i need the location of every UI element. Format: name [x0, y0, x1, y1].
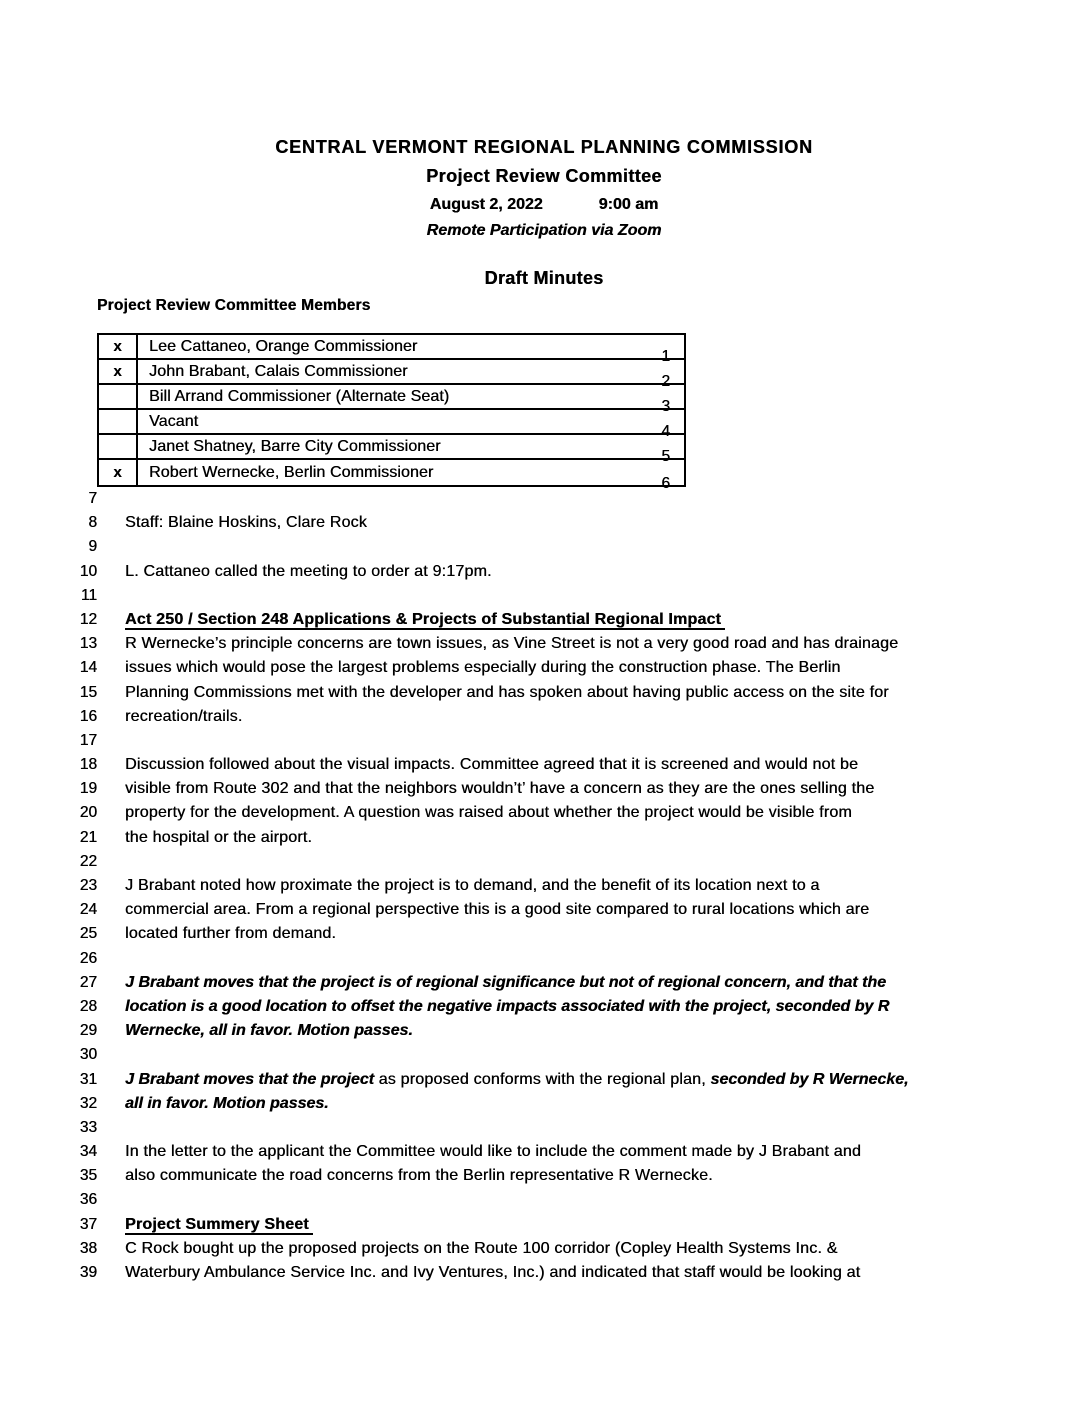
minutes-line: [0, 729, 1088, 753]
members-heading: Project Review Committee Members: [97, 297, 371, 314]
line-number: 16: [79, 707, 97, 725]
line-text: [125, 1261, 860, 1285]
line-number: 26: [79, 949, 97, 967]
text-segment: as proposed conforms with the regional plan,: [373, 1070, 711, 1088]
text-segment: also communicate the road concerns from the Berlin representative R Wernecke.: [125, 1167, 713, 1185]
line-text: [125, 608, 725, 632]
line-number: 2: [661, 372, 670, 390]
line-number: 19: [79, 780, 97, 798]
text-segment: Project Summery Sheet: [125, 1216, 313, 1235]
text-segment: R Wernecke’s principle concerns are town issues, as Vine Street is not a very good road and has drainage: [125, 635, 899, 653]
minutes-line: [0, 487, 1088, 511]
member-row: [99, 335, 684, 365]
minutes-line: [0, 1261, 1088, 1285]
line-number: 31: [79, 1070, 97, 1088]
committee-subtitle: Project Review Committee: [426, 166, 662, 186]
meeting-time: 9:00 am: [598, 196, 659, 213]
member-row: [99, 435, 684, 465]
line-text: [125, 560, 492, 584]
text-segment: In the letter to the applicant the Committee would like to include the comment made by J Brabant and: [125, 1143, 861, 1161]
line-number: 29: [79, 1022, 97, 1040]
minutes-line: [0, 1237, 1088, 1261]
line-number: 14: [79, 659, 97, 677]
minutes-line: [0, 850, 1088, 874]
line-number: 8: [88, 514, 97, 532]
minutes-line: [0, 1140, 1088, 1164]
text-segment: J Brabant noted how proximate the project is to demand, and the benefit of its location next to a: [125, 877, 820, 894]
minutes-line: [0, 511, 1088, 535]
minutes-line: [0, 971, 1088, 995]
minutes-line: [0, 1043, 1088, 1067]
text-segment: all in favor. Motion passes.: [125, 1094, 329, 1112]
attendance-mark: [99, 410, 138, 433]
participation-note: Remote Participation via Zoom: [426, 222, 662, 239]
line-text: [125, 753, 858, 777]
member-row: [99, 385, 684, 415]
minutes-line: [0, 1116, 1088, 1140]
line-number: 1: [661, 347, 670, 365]
minutes-line: [0, 1213, 1088, 1237]
line-number: 5: [661, 447, 670, 465]
line-number: 22: [79, 852, 97, 870]
line-number: 27: [79, 973, 97, 991]
line-text: [125, 777, 874, 801]
minutes-line: [0, 1068, 1088, 1092]
minutes-line: [0, 1164, 1088, 1188]
text-segment: location is a good location to offset the negative impacts associated with the project, seconded by R: [125, 997, 890, 1015]
minutes-line: [0, 535, 1088, 559]
text-segment: located further from demand.: [125, 925, 337, 943]
line-number: 12: [79, 610, 97, 628]
line-text: [125, 1092, 329, 1116]
minutes-line: [0, 632, 1088, 656]
line-text: [125, 801, 852, 825]
line-text: [125, 1140, 861, 1164]
line-number: 39: [79, 1264, 97, 1281]
member-name: Janet Shatney, Barre City Commissioner: [149, 437, 441, 455]
text-segment: Staff: Blaine Hoskins, Clare Rock: [125, 514, 367, 532]
line-number: 6: [661, 474, 670, 492]
text-segment: recreation/trails.: [125, 707, 243, 725]
line-text: [125, 995, 889, 1019]
line-number: 32: [79, 1094, 97, 1112]
text-segment: commercial area. From a regional perspective this is a good site compared to rural locations which are: [125, 901, 870, 919]
line-number: 37: [79, 1215, 97, 1233]
minutes-line: [0, 1092, 1088, 1116]
line-text: [125, 874, 819, 898]
line-number: 4: [661, 422, 670, 440]
line-text: [125, 1164, 713, 1188]
minutes-line: [0, 560, 1088, 584]
line-number: 28: [79, 997, 97, 1015]
line-text: [125, 681, 889, 705]
line-number: 35: [79, 1167, 97, 1185]
member-name: Vacant: [149, 412, 199, 430]
line-number: 23: [79, 877, 97, 894]
text-segment: Discussion followed about the visual impacts. Committee agreed that it is screened and would not be: [125, 756, 859, 774]
document-title: CENTRAL VERMONT REGIONAL PLANNING COMMISSION: [275, 137, 813, 157]
minutes-line: [0, 584, 1088, 608]
line-number: 34: [79, 1143, 97, 1161]
line-number: 17: [79, 731, 97, 749]
line-text: [125, 511, 367, 535]
meeting-date: August 2, 2022: [429, 196, 543, 213]
line-number: 18: [79, 756, 97, 774]
minutes-line: [0, 656, 1088, 680]
attendance-mark: x: [99, 360, 138, 383]
line-number: 33: [79, 1118, 97, 1136]
line-number: 15: [79, 683, 97, 701]
minutes-line: [0, 608, 1088, 632]
minutes-body: [0, 487, 1088, 1285]
line-number: 13: [79, 635, 97, 653]
line-text: [125, 1019, 413, 1043]
line-number: 11: [80, 586, 97, 604]
line-text: [125, 656, 841, 680]
text-segment: Planning Commissions met with the developer and has spoken about having public access on the site for: [125, 683, 889, 701]
member-row: [99, 410, 684, 440]
line-number: 30: [79, 1046, 97, 1064]
line-number: 38: [79, 1239, 97, 1257]
line-number: 3: [661, 397, 670, 415]
text-segment: Waterbury Ambulance Service Inc. and Ivy Ventures, Inc.) and indicated that staff would be looking at: [125, 1264, 861, 1281]
line-text: [125, 971, 886, 995]
document-header: [0, 132, 1088, 244]
minutes-line: [0, 898, 1088, 922]
line-number: 10: [79, 562, 97, 580]
line-number: 9: [88, 538, 97, 556]
line-number: 21: [79, 828, 97, 846]
minutes-line: [0, 995, 1088, 1019]
text-segment: J Brabant moves that the project is of regional significance but not of regional concern, and that the: [125, 973, 886, 991]
member-name: John Brabant, Calais Commissioner: [149, 362, 408, 380]
line-text: [125, 826, 312, 850]
text-segment: visible from Route 302 and that the neighbors wouldn’t’ have a concern as they are the ones selling the: [125, 780, 875, 798]
member-name: Robert Wernecke, Berlin Commissioner: [149, 463, 434, 481]
line-number: 20: [79, 804, 97, 822]
line-text: [125, 1068, 908, 1092]
line-text: [125, 632, 898, 656]
text-segment: property for the development. A question was raised about whether the project would be visible from: [125, 804, 852, 822]
line-text: [125, 922, 336, 946]
minutes-line: [0, 826, 1088, 850]
text-segment: J Brabant moves that the project: [125, 1070, 374, 1088]
members-table: [97, 333, 686, 492]
line-number: 24: [79, 901, 97, 919]
text-segment: Wernecke, all in favor. Motion passes.: [125, 1022, 413, 1040]
member-row: [99, 360, 684, 390]
minutes-line: [0, 947, 1088, 971]
attendance-mark: x: [99, 335, 138, 358]
text-segment: issues which would pose the largest problems especially during the construction phase. The Berlin: [125, 659, 841, 677]
minutes-line: [0, 753, 1088, 777]
text-segment: C Rock bought up the proposed projects on the Route 100 corridor (Copley Health Systems Inc. &: [125, 1239, 838, 1257]
minutes-line: [0, 801, 1088, 825]
minutes-line: [0, 705, 1088, 729]
minutes-line: [0, 1188, 1088, 1212]
minutes-line: [0, 874, 1088, 898]
member-row: [99, 460, 684, 492]
line-text: [125, 1213, 313, 1237]
line-text: [125, 898, 869, 922]
line-text: [125, 1237, 838, 1261]
minutes-line: [0, 777, 1088, 801]
draft-minutes-heading: Draft Minutes: [484, 268, 604, 288]
text-segment: L. Cattaneo called the meeting to order at 9:17pm.: [125, 562, 492, 580]
minutes-line: [0, 681, 1088, 705]
text-segment: the hospital or the airport.: [125, 828, 313, 846]
member-name: Bill Arrand Commissioner (Alternate Seat): [149, 387, 450, 405]
member-name: Lee Cattaneo, Orange Commissioner: [149, 337, 418, 355]
minutes-line: [0, 1019, 1088, 1043]
attendance-mark: x: [99, 460, 138, 485]
text-segment: Act 250 / Section 248 Applications & Projects of Substantial Regional Impact: [125, 611, 725, 630]
line-text: [125, 705, 242, 729]
attendance-mark: [99, 435, 138, 458]
meeting-date-time: [0, 191, 1088, 218]
text-segment: seconded by R Wernecke,: [710, 1070, 909, 1088]
line-number: 36: [79, 1191, 97, 1209]
line-number: 7: [88, 490, 97, 507]
line-number: 25: [79, 925, 97, 943]
minutes-line: [0, 922, 1088, 946]
attendance-mark: [99, 385, 138, 408]
